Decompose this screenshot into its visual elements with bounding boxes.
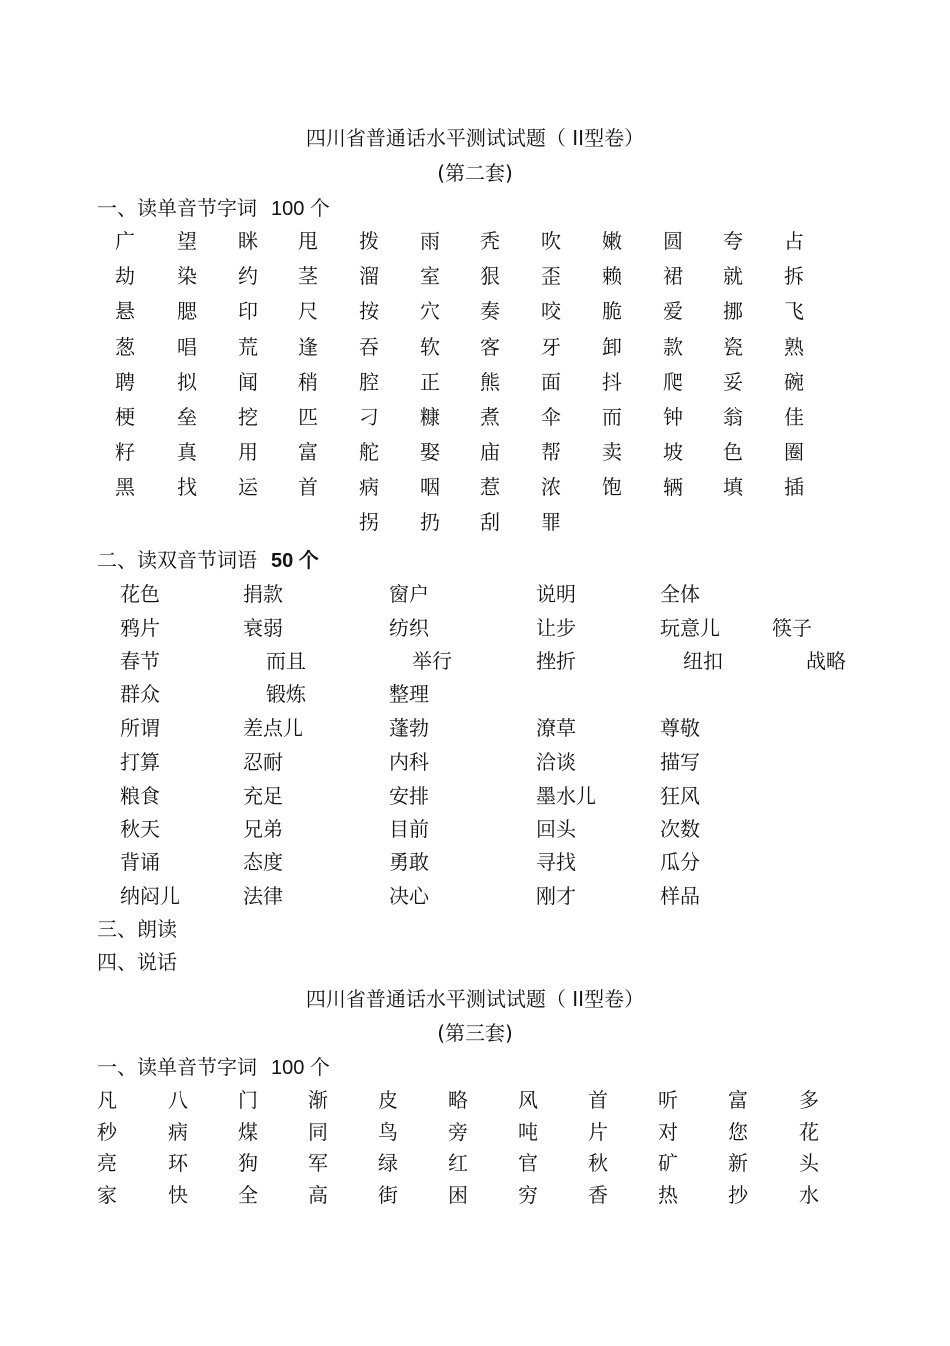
- disyllable-word: 背诵: [120, 850, 160, 874]
- monosyllable-char: 狠: [480, 264, 500, 288]
- monosyllable-char: 广: [115, 229, 135, 253]
- monosyllable-char: 垒: [177, 405, 197, 429]
- monosyllable-char: 牙: [541, 335, 561, 359]
- disyllable-word: 打算: [120, 750, 160, 774]
- monosyllable-char: 惹: [480, 475, 500, 499]
- monosyllable-char: 花: [799, 1120, 819, 1144]
- monosyllable-char: 面: [541, 370, 561, 394]
- monosyllable-char: 困: [448, 1183, 468, 1207]
- monosyllable-char: 就: [723, 264, 743, 288]
- disyllable-word: 安排: [389, 784, 429, 808]
- monosyllable-char: 赖: [602, 264, 622, 288]
- monosyllable-char: 庙: [480, 440, 500, 464]
- monosyllable-char: 腮: [177, 299, 197, 323]
- section-label: 一、读单音节字词: [97, 1055, 257, 1079]
- disyllable-word: 全体: [660, 582, 700, 606]
- monosyllable-char: 妥: [723, 370, 743, 394]
- set3-subtitle: (第三套): [437, 1021, 513, 1045]
- disyllable-word: 寻找: [536, 850, 576, 874]
- disyllable-word: 蓬勃: [389, 716, 429, 740]
- disyllable-word: 整理: [389, 682, 429, 706]
- disyllable-word: 决心: [389, 884, 429, 908]
- monosyllable-char: 印: [238, 299, 258, 323]
- disyllable-word: 鸦片: [120, 616, 160, 640]
- section-count: 100 个: [271, 198, 330, 220]
- monosyllable-char: 望: [177, 229, 197, 253]
- monosyllable-char: 奏: [480, 299, 500, 323]
- monosyllable-char: 佳: [784, 405, 804, 429]
- disyllable-word: 回头: [536, 817, 576, 841]
- monosyllable-char: 客: [480, 335, 500, 359]
- disyllable-word: 群众: [120, 682, 160, 706]
- set2-section2-heading: [97, 548, 319, 573]
- monosyllable-char: 狗: [238, 1151, 258, 1175]
- monosyllable-char: 吞: [359, 335, 379, 359]
- monosyllable-char: 碗: [784, 370, 804, 394]
- monosyllable-char: 色: [723, 440, 743, 464]
- monosyllable-char: 全: [238, 1183, 258, 1207]
- disyllable-word: 次数: [660, 817, 700, 841]
- monosyllable-char: 您: [728, 1120, 748, 1144]
- disyllable-word: 挫折: [536, 649, 576, 673]
- monosyllable-char: 香: [588, 1183, 608, 1207]
- disyllable-word: 战略: [806, 649, 846, 673]
- disyllable-word: 筷子: [772, 616, 812, 640]
- monosyllable-char: 浓: [541, 475, 561, 499]
- monosyllable-char: 富: [298, 440, 318, 464]
- monosyllable-char: 听: [658, 1088, 678, 1112]
- monosyllable-char: 飞: [784, 299, 804, 323]
- disyllable-word: 花色: [120, 582, 160, 606]
- disyllable-word: 春节: [120, 649, 160, 673]
- monosyllable-char: 葱: [115, 335, 135, 359]
- monosyllable-char: 拟: [177, 370, 197, 394]
- disyllable-word: 窗户: [389, 582, 429, 606]
- monosyllable-char: 伞: [541, 405, 561, 429]
- monosyllable-char: 高: [308, 1183, 328, 1207]
- disyllable-word: 描写: [660, 750, 700, 774]
- monosyllable-char: 嫩: [602, 229, 622, 253]
- disyllable-word: 狂风: [660, 784, 700, 808]
- monosyllable-char: 抖: [602, 370, 622, 394]
- monosyllable-char: 拨: [359, 229, 379, 253]
- monosyllable-char: 秋: [588, 1151, 608, 1175]
- disyllable-word: 差点儿: [243, 716, 303, 740]
- disyllable-word: 纽扣: [683, 649, 723, 673]
- disyllable-word: 潦草: [536, 716, 576, 740]
- monosyllable-char: 穴: [420, 299, 440, 323]
- monosyllable-char: 歪: [541, 264, 561, 288]
- disyllable-word: 墨水儿: [536, 784, 596, 808]
- monosyllable-char: 环: [168, 1151, 188, 1175]
- disyllable-word: 勇敢: [389, 850, 429, 874]
- monosyllable-char: 正: [420, 370, 440, 394]
- monosyllable-char: 饱: [602, 475, 622, 499]
- monosyllable-char: 秒: [97, 1120, 117, 1144]
- monosyllable-char: 吨: [518, 1120, 538, 1144]
- monosyllable-char: 门: [238, 1088, 258, 1112]
- disyllable-word: 让步: [536, 616, 576, 640]
- section-label: 二、读双音节词语: [97, 548, 257, 572]
- monosyllable-char: 秃: [480, 229, 500, 253]
- monosyllable-char: 病: [168, 1120, 188, 1144]
- monosyllable-char: 聘: [115, 370, 135, 394]
- monosyllable-char: 籽: [115, 440, 135, 464]
- disyllable-word: 充足: [243, 784, 283, 808]
- monosyllable-char: 按: [359, 299, 379, 323]
- monosyllable-char: 快: [168, 1183, 188, 1207]
- monosyllable-char: 渐: [308, 1088, 328, 1112]
- disyllable-word: 洽谈: [536, 750, 576, 774]
- monosyllable-char: 茎: [298, 264, 318, 288]
- monosyllable-char: 娶: [420, 440, 440, 464]
- monosyllable-char: 染: [177, 264, 197, 288]
- monosyllable-char: 旁: [448, 1120, 468, 1144]
- monosyllable-char: 甩: [298, 229, 318, 253]
- disyllable-word: 刚才: [536, 884, 576, 908]
- monosyllable-char: 吹: [541, 229, 561, 253]
- monosyllable-char: 稍: [298, 370, 318, 394]
- monosyllable-char: 风: [518, 1088, 538, 1112]
- monosyllable-char: 略: [448, 1088, 468, 1112]
- monosyllable-char: 军: [308, 1151, 328, 1175]
- monosyllable-char: 荒: [238, 335, 258, 359]
- monosyllable-char: 首: [588, 1088, 608, 1112]
- disyllable-word: 瓜分: [660, 850, 700, 874]
- monosyllable-char: 对: [658, 1120, 678, 1144]
- monosyllable-char: 亮: [97, 1151, 117, 1175]
- disyllable-word: 纺织: [389, 616, 429, 640]
- monosyllable-char: 雨: [420, 229, 440, 253]
- monosyllable-char: 唱: [177, 335, 197, 359]
- disyllable-word: 举行: [412, 649, 452, 673]
- monosyllable-char: 坡: [663, 440, 683, 464]
- set3-title: 四川省普通话水平测试试题（ II型卷）: [305, 987, 645, 1011]
- disyllable-word: 粮食: [120, 784, 160, 808]
- monosyllable-char: 红: [448, 1151, 468, 1175]
- monosyllable-char: 逢: [298, 335, 318, 359]
- disyllable-word: 内科: [389, 750, 429, 774]
- monosyllable-char: 眯: [238, 229, 258, 253]
- monosyllable-char: 罪: [541, 510, 561, 534]
- monosyllable-char: 爬: [663, 370, 683, 394]
- monosyllable-char: 新: [728, 1151, 748, 1175]
- disyllable-word: 兄弟: [243, 817, 283, 841]
- monosyllable-char: 片: [588, 1120, 608, 1144]
- monosyllable-char: 八: [168, 1088, 188, 1112]
- monosyllable-char: 脆: [602, 299, 622, 323]
- monosyllable-char: 拆: [784, 264, 804, 288]
- monosyllable-char: 矿: [658, 1151, 678, 1175]
- disyllable-word: 捐款: [243, 582, 283, 606]
- set2-section3-heading: 三、朗读: [97, 917, 177, 941]
- set2-section1-heading: [97, 196, 330, 221]
- monosyllable-char: 裙: [663, 264, 683, 288]
- set2-subtitle: (第二套): [437, 161, 513, 185]
- monosyllable-char: 绿: [378, 1151, 398, 1175]
- monosyllable-char: 运: [238, 475, 258, 499]
- monosyllable-char: 黑: [115, 475, 135, 499]
- monosyllable-char: 水: [799, 1183, 819, 1207]
- monosyllable-char: 扔: [420, 510, 440, 534]
- monosyllable-char: 钟: [663, 405, 683, 429]
- monosyllable-char: 富: [728, 1088, 748, 1112]
- monosyllable-char: 圈: [784, 440, 804, 464]
- monosyllable-char: 夸: [723, 229, 743, 253]
- monosyllable-char: 款: [663, 335, 683, 359]
- monosyllable-char: 皮: [378, 1088, 398, 1112]
- monosyllable-char: 刮: [480, 510, 500, 534]
- monosyllable-char: 头: [799, 1151, 819, 1175]
- disyllable-word: 纳闷儿: [120, 884, 180, 908]
- monosyllable-char: 用: [238, 440, 258, 464]
- disyllable-word: 目前: [389, 817, 429, 841]
- section-count: 50 个: [271, 550, 319, 572]
- monosyllable-char: 溜: [359, 264, 379, 288]
- monosyllable-char: 卖: [602, 440, 622, 464]
- monosyllable-char: 翁: [723, 405, 743, 429]
- monosyllable-char: 煤: [238, 1120, 258, 1144]
- monosyllable-char: 填: [723, 475, 743, 499]
- monosyllable-char: 爱: [663, 299, 683, 323]
- disyllable-word: 玩意儿: [660, 616, 720, 640]
- monosyllable-char: 家: [97, 1183, 117, 1207]
- monosyllable-char: 穷: [518, 1183, 538, 1207]
- section-label: 一、读单音节字词: [97, 196, 257, 220]
- monosyllable-char: 真: [177, 440, 197, 464]
- disyllable-word: 衰弱: [243, 616, 283, 640]
- monosyllable-char: 煮: [480, 405, 500, 429]
- monosyllable-char: 帮: [541, 440, 561, 464]
- monosyllable-char: 挖: [238, 405, 258, 429]
- monosyllable-char: 拐: [359, 510, 379, 534]
- monosyllable-char: 糠: [420, 405, 440, 429]
- disyllable-word: 而且: [266, 649, 306, 673]
- set2-title: 四川省普通话水平测试试题（ II型卷）: [305, 126, 645, 150]
- monosyllable-char: 熟: [784, 335, 804, 359]
- monosyllable-char: 热: [658, 1183, 678, 1207]
- monosyllable-char: 卸: [602, 335, 622, 359]
- monosyllable-char: 挪: [723, 299, 743, 323]
- monosyllable-char: 约: [238, 264, 258, 288]
- monosyllable-char: 官: [518, 1151, 538, 1175]
- disyllable-word: 秋天: [120, 817, 160, 841]
- section-count: 100 个: [271, 1057, 330, 1079]
- monosyllable-char: 舵: [359, 440, 379, 464]
- disyllable-word: 态度: [243, 850, 283, 874]
- set2-section4-heading: 四、说话: [97, 950, 177, 974]
- monosyllable-char: 腔: [359, 370, 379, 394]
- monosyllable-char: 街: [378, 1183, 398, 1207]
- monosyllable-char: 咬: [541, 299, 561, 323]
- monosyllable-char: 而: [602, 405, 622, 429]
- monosyllable-char: 劫: [115, 264, 135, 288]
- monosyllable-char: 圆: [663, 229, 683, 253]
- monosyllable-char: 尺: [298, 299, 318, 323]
- disyllable-word: 忍耐: [243, 750, 283, 774]
- monosyllable-char: 同: [308, 1120, 328, 1144]
- monosyllable-char: 首: [298, 475, 318, 499]
- monosyllable-char: 室: [420, 264, 440, 288]
- monosyllable-char: 咽: [420, 475, 440, 499]
- disyllable-word: 样品: [660, 884, 700, 908]
- disyllable-word: 锻炼: [266, 682, 306, 706]
- monosyllable-char: 找: [177, 475, 197, 499]
- monosyllable-char: 闻: [238, 370, 258, 394]
- monosyllable-char: 梗: [115, 405, 135, 429]
- disyllable-word: 尊敬: [660, 716, 700, 740]
- monosyllable-char: 刁: [359, 405, 379, 429]
- monosyllable-char: 插: [784, 475, 804, 499]
- disyllable-word: 所谓: [120, 716, 160, 740]
- monosyllable-char: 占: [784, 229, 804, 253]
- monosyllable-char: 凡: [97, 1088, 117, 1112]
- monosyllable-char: 瓷: [723, 335, 743, 359]
- monosyllable-char: 多: [799, 1088, 819, 1112]
- monosyllable-char: 抄: [728, 1183, 748, 1207]
- monosyllable-char: 鸟: [378, 1120, 398, 1144]
- disyllable-word: 说明: [536, 582, 576, 606]
- monosyllable-char: 悬: [115, 299, 135, 323]
- monosyllable-char: 熊: [480, 370, 500, 394]
- monosyllable-char: 病: [359, 475, 379, 499]
- monosyllable-char: 辆: [663, 475, 683, 499]
- disyllable-word: 法律: [243, 884, 283, 908]
- monosyllable-char: 匹: [298, 405, 318, 429]
- set3-section1-heading: [97, 1055, 330, 1080]
- monosyllable-char: 软: [420, 335, 440, 359]
